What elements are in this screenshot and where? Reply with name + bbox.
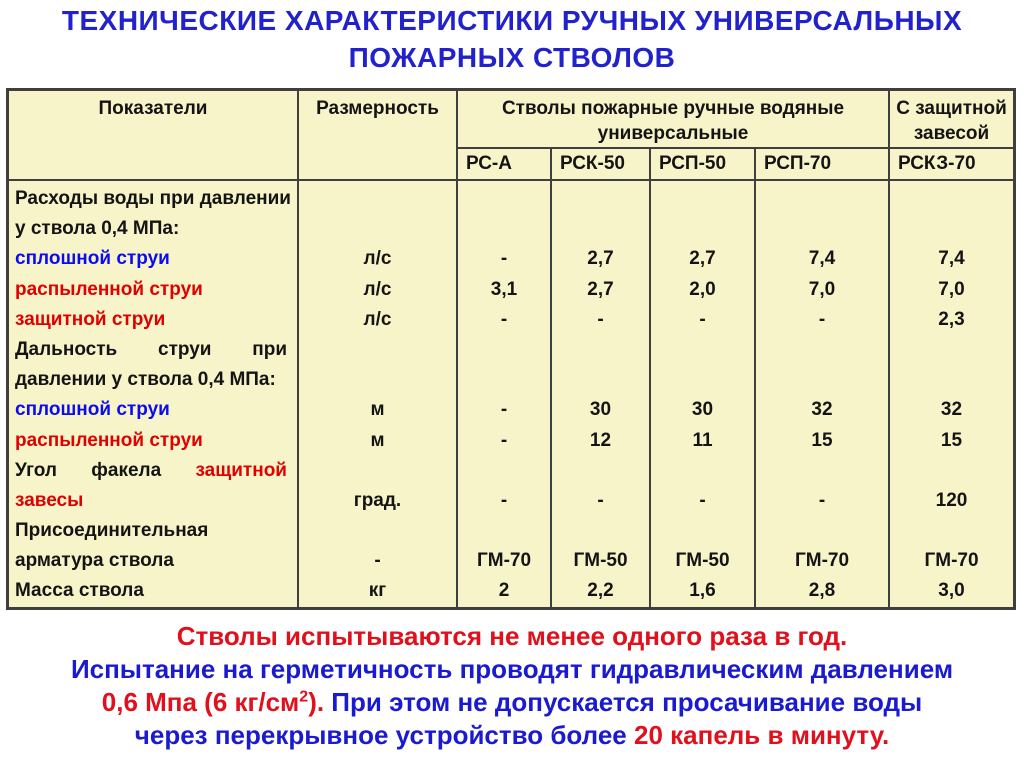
column-values-rs-a [458, 181, 552, 607]
row-label [9, 395, 297, 425]
cell-value: ГМ-70 [794, 550, 850, 572]
cell-value: 11 [692, 429, 713, 451]
header-dimension: Размерность [299, 91, 458, 181]
row-label [9, 456, 297, 486]
row-label [9, 546, 297, 576]
cell-value: - [818, 308, 826, 330]
cell-value: 120 [935, 489, 968, 511]
cell-value [458, 214, 550, 244]
cell-value: ГМ-70 [476, 550, 532, 572]
cell-value: - [699, 308, 706, 330]
cell-value [651, 365, 754, 395]
footer-text-part: Стволы испытываются не менее одного раза в год. [176, 621, 848, 651]
cell-value [890, 516, 1013, 546]
header-group-curtain: С защитной завесой [890, 91, 1013, 149]
cell-value [756, 365, 888, 395]
cell-value: 32 [940, 399, 963, 421]
row-label-part: арматура ствола [15, 550, 174, 572]
cell-value: - [500, 429, 508, 451]
column-values-rsp-50 [651, 181, 756, 607]
cell-value [756, 335, 888, 365]
footer-text-part: 20 капель в минуту. [634, 720, 890, 750]
row-label-part: у ствола 0,4 МПа: [15, 218, 180, 240]
cell-value: - [818, 489, 826, 511]
header-model-rsp-70: РСП-70 [756, 149, 890, 181]
cell-value: 1,6 [689, 580, 716, 602]
row-label-part: распыленной струи [15, 429, 203, 451]
header-indicators: Показатели [9, 91, 299, 181]
row-label-part: Масса ствола [15, 580, 144, 602]
cell-value [552, 516, 649, 546]
cell-value [552, 456, 649, 486]
footer-text-part: Испытание на герметичность проводят гидравлическим давлением [70, 654, 954, 684]
row-dimension [299, 184, 456, 214]
row-label [9, 516, 297, 546]
footer-line [0, 719, 1024, 752]
cell-value: 7,4 [938, 248, 965, 270]
row-dimension: кг [368, 580, 387, 602]
row-label [9, 426, 297, 456]
cell-value: 7,0 [938, 278, 965, 300]
cell-value [552, 365, 649, 395]
column-values-rsk-50 [552, 181, 651, 607]
row-label-part: защитной [195, 459, 287, 481]
column-indicators [9, 181, 299, 607]
row-label-part: защитной струи [15, 308, 166, 330]
row-label-part: давлении у ствола 0,4 МПа: [15, 369, 276, 391]
cell-value: 2,8 [808, 580, 836, 602]
row-label-part: распыленной струи [15, 278, 203, 300]
specs-table [6, 88, 1016, 610]
header-model-rskz-70: РСКЗ-70 [890, 149, 1013, 181]
cell-value: ГМ-50 [675, 550, 730, 572]
cell-value [651, 184, 754, 214]
row-label-part: завесы [15, 489, 84, 511]
cell-value: - [500, 308, 508, 330]
cell-value [651, 456, 754, 486]
cell-value [890, 184, 1013, 214]
cell-value [890, 214, 1013, 244]
cell-value [756, 214, 888, 244]
cell-value [458, 184, 550, 214]
row-dimension [299, 365, 456, 395]
column-dimension [299, 181, 458, 607]
row-label [9, 184, 297, 214]
row-label [9, 214, 297, 244]
cell-value: 2,7 [689, 248, 716, 270]
cell-value: - [597, 489, 604, 511]
footer-text-part: 0,6 Мпа (6 кг/см [101, 687, 300, 717]
column-values-rsp-70 [756, 181, 890, 607]
cell-value [890, 456, 1013, 486]
row-dimension: м [370, 429, 385, 451]
header-group-universal: Стволы пожарные ручные водяные универсальные [458, 91, 890, 149]
header-model-rsk-50: РСК-50 [552, 149, 651, 181]
cell-value [651, 335, 754, 365]
row-dimension: л/с [363, 278, 392, 300]
row-label-part: струи [158, 338, 212, 360]
cell-value [458, 456, 550, 486]
row-label [9, 335, 297, 365]
row-label [9, 486, 297, 516]
cell-value: - [699, 489, 706, 511]
cell-value: 30 [589, 399, 612, 421]
footer-text-part: через перекрывное устройство более [134, 720, 634, 750]
cell-value [756, 456, 888, 486]
cell-value: 7,4 [808, 248, 836, 270]
row-label [9, 244, 297, 274]
row-dimension [299, 335, 456, 365]
row-label [9, 365, 297, 395]
cell-value [458, 335, 550, 365]
header-model-rsp-50: РСП-50 [651, 149, 756, 181]
cell-value: ГМ-70 [924, 550, 979, 572]
row-label-part: сплошной струи [15, 399, 170, 421]
cell-value: 2,2 [587, 580, 614, 602]
row-dimension [299, 456, 456, 486]
row-label-part: сплошной струи [15, 248, 170, 270]
row-label-part: факела [91, 459, 162, 481]
cell-value: - [500, 489, 508, 511]
footer-line [0, 620, 1024, 653]
row-dimension: м [370, 399, 385, 421]
cell-value [756, 184, 888, 214]
cell-value: 2,3 [938, 308, 965, 330]
cell-value [552, 184, 649, 214]
cell-value: 2 [498, 580, 510, 602]
row-label [9, 305, 297, 335]
cell-value: 7,0 [808, 278, 836, 300]
row-label-part: при [252, 338, 287, 360]
row-dimension [299, 516, 456, 546]
cell-value: 15 [811, 429, 833, 451]
row-label-part: Угол [15, 459, 57, 481]
cell-value [552, 214, 649, 244]
row-dimension: л/с [363, 248, 392, 270]
row-label-part: Дальность [15, 338, 118, 360]
cell-value: 2,7 [587, 248, 614, 270]
row-label-part: Присоединительная [15, 520, 209, 542]
cell-value [890, 365, 1013, 395]
footer-line [0, 653, 1024, 686]
cell-value: 15 [940, 429, 963, 451]
cell-value: 3,0 [938, 580, 965, 602]
slide-title-line1: ТЕХНИЧЕСКИЕ ХАРАКТЕРИСТИКИ РУЧНЫХ УНИВЕРСАЛЬНЫХ [61, 5, 963, 36]
slide-title-line2: ПОЖАРНЫХ СТВОЛОВ [348, 42, 676, 73]
cell-value: ГМ-50 [573, 550, 628, 572]
cell-value [552, 335, 649, 365]
row-label [9, 275, 297, 305]
footer-text-part: При этом не допускается просачивание воды [324, 687, 923, 717]
row-dimension: град. [353, 489, 402, 511]
cell-value: - [500, 248, 508, 270]
footer-note [0, 620, 1024, 752]
cell-value [756, 516, 888, 546]
slide-title [0, 0, 1024, 86]
cell-value: 3,1 [490, 278, 518, 300]
cell-value [458, 365, 550, 395]
row-dimension: - [374, 550, 381, 572]
footer-text-part: 2 [299, 688, 309, 706]
footer-line [0, 686, 1024, 719]
row-dimension [299, 214, 456, 244]
cell-value: 2,7 [587, 278, 614, 300]
cell-value: 32 [811, 399, 833, 421]
cell-value: 12 [589, 429, 612, 451]
row-dimension: л/с [363, 308, 392, 330]
cell-value [890, 335, 1013, 365]
row-label-part: Расходы воды при давлении [15, 188, 291, 209]
row-label [9, 576, 297, 606]
cell-value: - [597, 308, 604, 330]
header-model-rs-a: РС-А [458, 149, 552, 181]
cell-value [651, 214, 754, 244]
cell-value: 2,0 [689, 278, 716, 300]
cell-value [458, 516, 550, 546]
cell-value: 30 [691, 399, 714, 421]
column-values-rskz-70 [890, 181, 1013, 607]
footer-text-part: ). [308, 687, 325, 717]
cell-value [651, 516, 754, 546]
cell-value: - [500, 399, 508, 421]
